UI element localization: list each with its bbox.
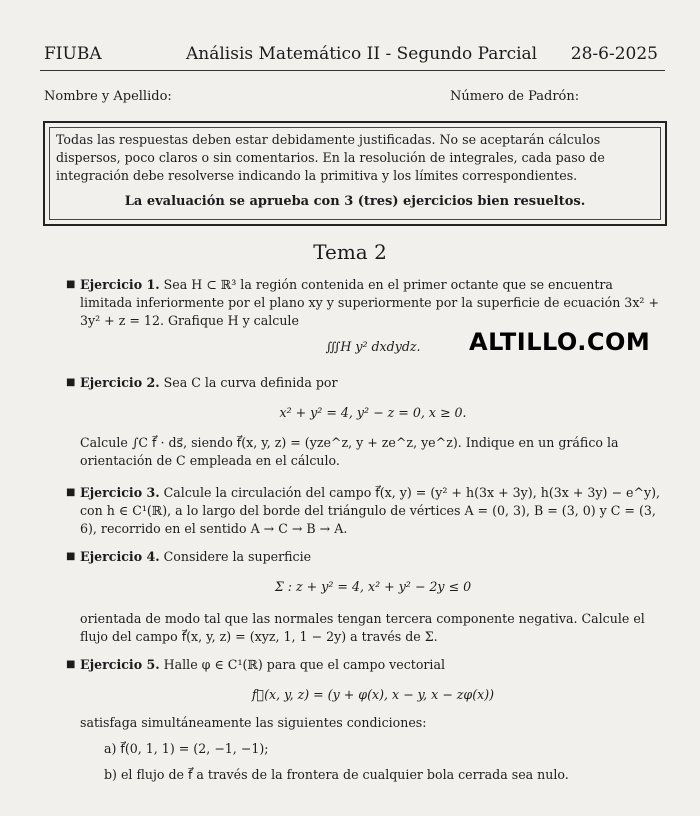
exercise-3 xyxy=(66,484,666,538)
instructions-inner xyxy=(49,127,661,220)
watermark-text: ALTILLO.COM xyxy=(469,328,651,356)
exercise-display: x² + y² = 4, y² − z = 0, x ≥ 0. xyxy=(279,405,467,420)
bullet-icon: ■ xyxy=(66,377,76,388)
exercise-title: Ejercicio 1. xyxy=(80,277,160,292)
instructions-text: Todas las respuestas deben estar debidamente justificadas. No se aceptarán cálculos dispersos, poco claros o sin comentarios. En la resolución de integrales, cada paso de integración debe resolverse indicando la primitiva y los límites correspondientes. xyxy=(56,132,605,183)
exercise-4 xyxy=(66,548,666,646)
exercise-5 xyxy=(66,656,666,784)
exercise-display: Σ : z + y² = 4, x² + y² − 2y ≤ 0 xyxy=(274,579,472,594)
tema-title: Tema 2 xyxy=(313,240,387,264)
bullet-icon: ■ xyxy=(66,659,76,670)
bullet-icon: ■ xyxy=(66,487,76,498)
exercise-text: Halle φ ∈ C¹(ℝ) para que el campo vectorial xyxy=(163,657,445,672)
exercise-display: ∭H y² dxdydz. xyxy=(325,339,421,354)
exercise-text: Calcule la circulación del campo f⃗(x, y) = (y² + h(3x + 3y), h(3x + 3y) − e^y), con h ∈ C¹(ℝ), a lo largo del borde del triángulo de vértices A = (0, 3), B = (3, 0) y C = (3, 6), recorrido en el sentido A → C → B → A. xyxy=(80,485,661,536)
institution-name: FIUBA xyxy=(44,44,102,64)
id-label: Número de Padrón: xyxy=(450,89,580,104)
bullet-icon: ■ xyxy=(66,551,76,562)
exercise-text: Considere la superficie xyxy=(163,549,312,564)
exercise-text-2: Calcule ∫C f⃗ · ds⃗, siendo f⃗(x, y, z) = (yze^z, y + ze^z, ye^z). Indique en un gráfico la orientación de C empleada en el cálculo. xyxy=(80,435,619,468)
approval-note: La evaluación se aprueba con 3 (tres) ejercicios bien resueltos. xyxy=(124,194,586,209)
header-rule xyxy=(40,70,665,71)
exercise-title: Ejercicio 5. xyxy=(80,657,160,672)
condition-a: a) f⃗(0, 1, 1) = (2, −1, −1); xyxy=(104,741,269,756)
exercise-text: Sea C la curva definida por xyxy=(163,375,338,390)
exercise-display: f⃗(x, y, z) = (y + φ(x), x − y, x − zφ(x)) xyxy=(251,687,495,702)
exercise-title: Ejercicio 4. xyxy=(80,549,160,564)
exercise-text: Sea H ⊂ ℝ³ la región contenida en el primer octante que se encuentra limitada inferiormente por el plano xy y superiormente por la superficie de ecuación 3x² + 3y² + z = 12. Grafique H y calcule xyxy=(80,277,660,328)
name-label: Nombre y Apellido: xyxy=(44,89,172,104)
instructions-box xyxy=(43,121,667,226)
bullet-icon: ■ xyxy=(66,279,76,290)
exam-title: Análisis Matemático II - Segundo Parcial xyxy=(186,44,538,64)
exercise-text-2: orientada de modo tal que las normales tengan tercera componente negativa. Calcule el flujo del campo f⃗(x, y, z) = (xyz, 1, 1 − 2y) a través de Σ. xyxy=(80,611,645,644)
condition-b: b) el flujo de f⃗ a través de la frontera de cualquier bola cerrada sea nulo. xyxy=(104,767,569,782)
exercise-2 xyxy=(66,374,666,470)
exercise-text-2: satisfaga simultáneamente las siguientes condiciones: xyxy=(80,715,427,730)
exam-date: 28-6-2025 xyxy=(570,44,658,64)
exercise-title: Ejercicio 2. xyxy=(80,375,160,390)
exercise-title: Ejercicio 3. xyxy=(80,485,160,500)
